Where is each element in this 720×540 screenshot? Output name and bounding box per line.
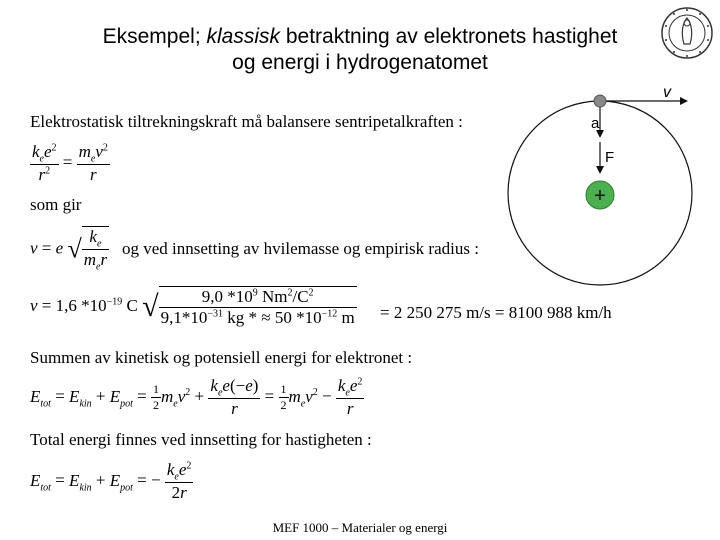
text-ved-innsetting: og ved innsetting av hvilemasse og empirisk radius : [122, 239, 479, 258]
slide-title: Eksempel; klassisk betraktning av elektronets hastighet og energi i hydrogenatomet [102, 25, 618, 74]
university-seal-icon [660, 6, 714, 60]
acceleration-label: a [591, 115, 600, 132]
text-som-gir: som gir [30, 195, 82, 214]
nucleus-plus: + [594, 185, 606, 207]
velocity-result: = 2 250 275 m/s = 8100 988 km/h [380, 303, 612, 322]
force-label: F [605, 149, 615, 166]
text-summen: Summen av kinetisk og potensiell energi for elektronet : [30, 348, 413, 367]
equation-energy-sum: $E_{tot} = E_{kin} + E_{pot}$ = $\frac{1}{2}$ $m_ev^2$ + $\frac{k_ee(-e)}{r}$ = $\frac{1}{2}$ $m_ev^2$ − $\frac{k_ee^2}{r}$ [30, 376, 363, 419]
velocity-label: v [663, 84, 671, 101]
text-total: Total energi finnes ved innsetting for hastigheten : [30, 430, 372, 449]
footer: MEF 1000 – Materialer og energi [272, 520, 448, 535]
equation-velocity: v = e √ $\frac{k_e}{m_er}$ [30, 227, 108, 273]
equation-numeric-velocity: v = 1,6 $*10^{-19}$ C √ $\frac{9,0 *10^9 Nm^2/C^2}{9,1*10^{-31} kg * \approx 50 *10^{-12} m}$ [30, 287, 355, 327]
equation-force-balance: $\frac{k_ee^2}{r^2}$ = $\frac{m_ev^2}{r}$ [32, 142, 108, 185]
text-line-1: Elektrostatisk tiltrekningskraft må balansere sentripetalkraften : [30, 112, 463, 131]
orbit-diagram [505, 80, 717, 290]
equation-total-energy: $E_{tot} = E_{kin} + E_{pot}$ = − $\frac{k_ee^2}{2r}$ [30, 460, 192, 503]
electron-icon [594, 95, 606, 107]
